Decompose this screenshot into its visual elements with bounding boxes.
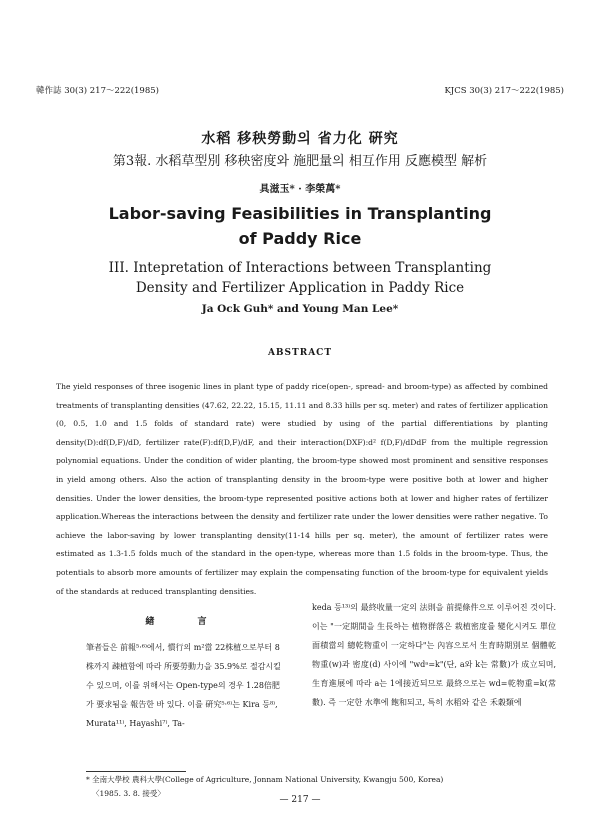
intro-paragraph-right: keda 등¹³⁾의 最終收量一定의 法則을 前提條件으로 이루어진 것이다. 이는 "一定期間을 生長하는 植物群落은 栽植密度를 變化시켜도 單位面積當의 總乾物重이 一定하다"는 內容으로서 生育時期別로 個體乾物重(w)과 密度(d) 사이에 "wdᵃ=k"(단, a와 k는 常數)가 成立되며, 生育進展에 따라 a는 1에接近되므로 最終으로는 wd=乾物重=k(常數). 즉 一定한 水準에 飽和되고, 특히 水稻와 같은 禾穀類에 — [312, 603, 556, 707]
intro-heading: 緖 言 — [145, 617, 227, 627]
abstract-text: The yield responses of three isogenic lines in plant type of paddy rice(open-, spread- and broom-type) as affected by combined treatments of transplanting densities (47.62, 22.22, 15.15, 11.11 and 8.33 hills per sq. meter) and rates of fertilizer application (0, 0.5, 1.0 and 1.5 folds of standard rate) were studied by using of the partial differentiations by planting density(D):df(D,F)/dD, fertilizer rate(F):df(D,F)/dF, and their interaction(DXF):d² f(D,F)/dDdF from the multiple regression polynomial equations. Under the condition of wider planting, the broom-type showed most prominent and sensitive responses in yield among others. Also the action of transplanting density in the broom-type were positive both at lower and higher densities. Under the lower densities, the broom-type represented positive actions both at lower and higher rates of fertilizer application.Whereas the interactions between the density and fertilizer rate under the lower densities were rather negative. To achieve the labor-saving by lower transplanting density(11-14 hills per sq. meter), the amount of fertilizer rates were estimated as 1.3-1.5 folds much of the standard in the open-type, whereas more than 1.5 folds in the broom-type. Thus, the potentials to absorb more amounts of fertilizer may explain the compensating function of the broom-type for equivalent yields of the standards at reduced transplanting densities. — [56, 382, 548, 596]
intro-right-column — [312, 598, 556, 712]
paper-title-en-line2: of Paddy Rice — [238, 229, 362, 248]
authors-en: Ja Ock Guh* and Young Man Lee* — [201, 303, 399, 315]
paper-title-en-line1: Labor-saving Feasibilities in Transplanting — [108, 204, 492, 223]
paper-subtitle-en — [0, 258, 600, 298]
journal-citation-kr: 韓作誌 30(3) 217～222(1985) — [36, 86, 159, 96]
intro-left-column — [86, 613, 286, 733]
paper-subtitle-en-line2: Density and Fertilizer Application in Paddy Rice — [135, 280, 465, 296]
intro-paragraph-left: 筆者들은 前報⁵·⁶⁾에서, 慣行의 m²當 22株植으로부터 8株까지 疎植함에 따라 所要勞動力을 35.9%로 절감시킬 수 있으며, 이를 위해서는 Open-type의 경우 1.28倍肥가 要求됨을 報告한 바 있다. 이를 硏究⁵·⁶⁾는 Kira 등⁸⁾, Murata¹¹⁾, Hayashi⁷⁾, Ta- — [86, 643, 281, 728]
paper-title-kr: 水稻 移秧勞動의 省力化 硏究 — [201, 131, 399, 147]
abstract-heading: ABSTRACT — [267, 348, 333, 358]
authors-kr: 具滋玉* · 李榮萬* — [259, 184, 341, 195]
paper-subtitle-kr: 第3報. 水稻草型別 移秧密度와 施肥量의 相互作用 反應模型 解析 — [112, 154, 488, 169]
page-number: — 217 — — [279, 795, 321, 805]
footnote-received-date: 〈1985. 3. 8. 接受〉 — [92, 789, 165, 798]
journal-citation-en: KJCS 30(3) 217～222(1985) — [444, 86, 564, 96]
footnote-divider — [86, 771, 186, 772]
footnote-affiliation: * 全南大學校 農科大學(College of Agriculture, Jonnam National University, Kwangju 500, Korea) — [86, 775, 444, 784]
paper-subtitle-en-line1: III. Intepretation of Interactions between Transplanting — [108, 260, 492, 276]
